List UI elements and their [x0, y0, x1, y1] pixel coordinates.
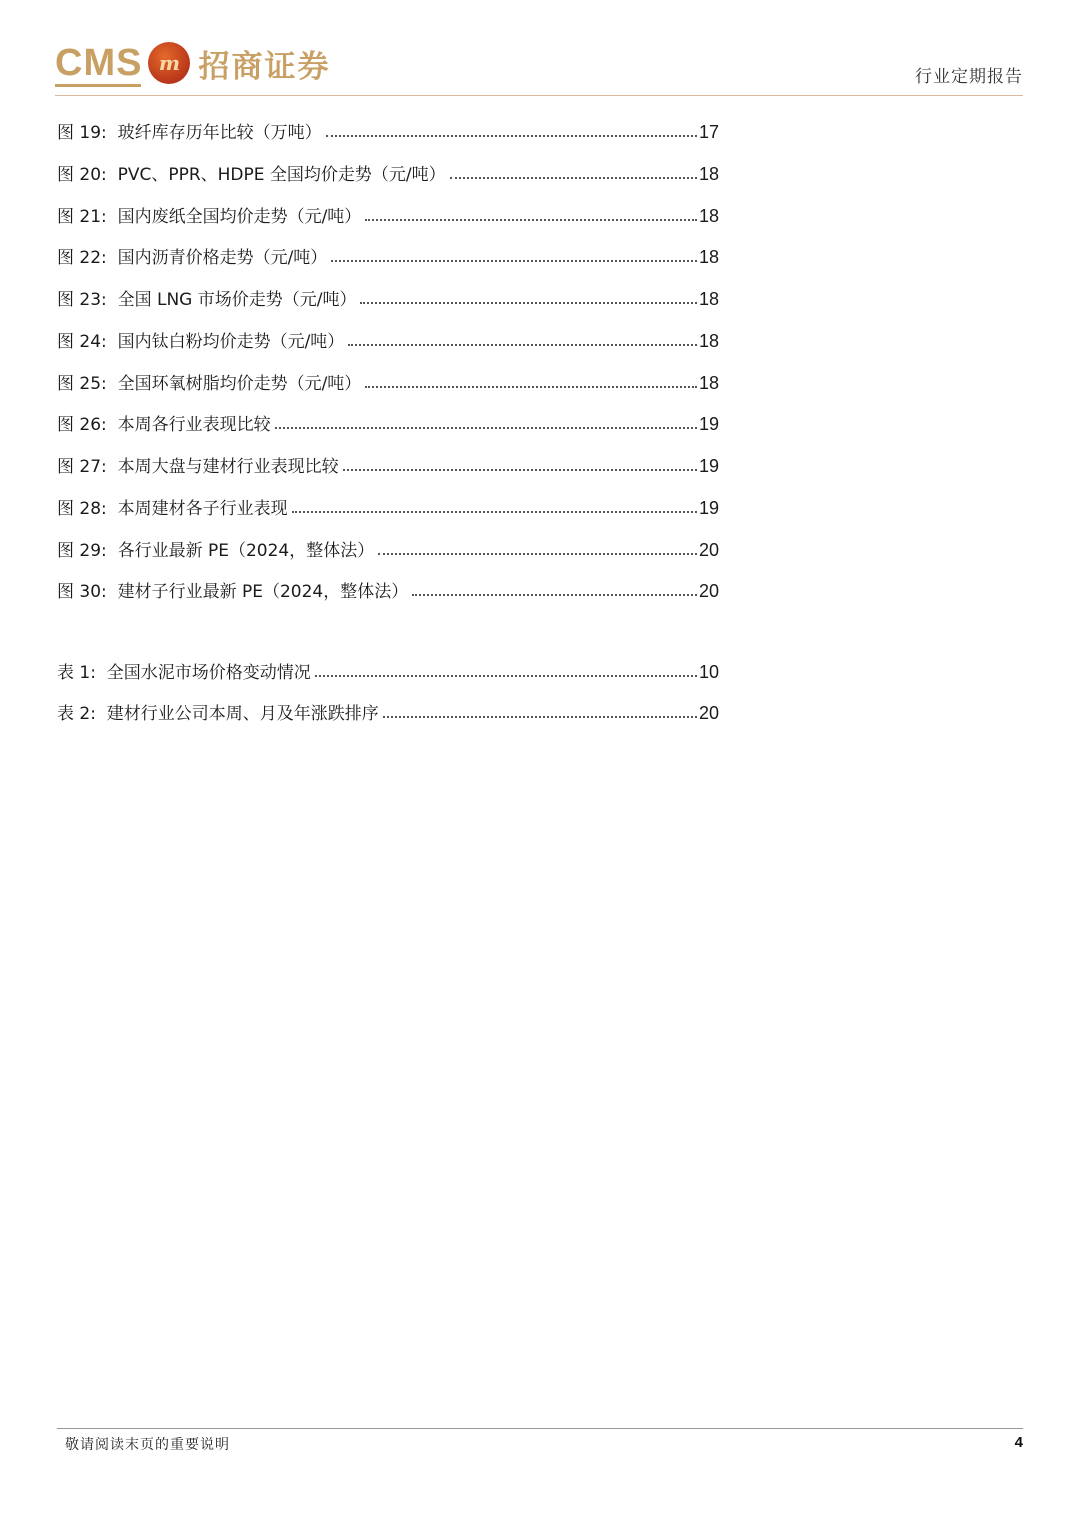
logo-chinese-name: 招商证券: [198, 48, 331, 85]
toc-entry-page: 18: [698, 206, 719, 226]
toc-entry-prefix: 图 28:: [57, 499, 107, 519]
toc-entry-title: 全国水泥市场价格变动情况: [106, 663, 311, 683]
toc-entry-label: [57, 118, 322, 143]
toc-entry-fig-23[interactable]: [57, 280, 719, 310]
toc-entry-prefix: 表 2:: [57, 704, 96, 724]
toc-entry-fig-19[interactable]: [57, 113, 719, 143]
toc-leader-dots: [412, 593, 697, 596]
toc-entry-prefix: 图 29:: [57, 541, 107, 561]
toc-entry-title: 各行业最新 PE（2024，整体法）: [117, 541, 375, 561]
toc-entry-label: [57, 577, 408, 602]
toc-entry-label: [57, 410, 271, 435]
toc-leader-dots: [383, 715, 697, 718]
footer-divider: [57, 1428, 1023, 1429]
toc-leader-dots: [378, 552, 697, 555]
logo-text: CMS: [55, 41, 143, 84]
toc-entry-prefix: 图 30:: [57, 582, 107, 602]
toc-entry-title: 本周大盘与建材行业表现比较: [117, 457, 339, 477]
toc-entry-page: 18: [698, 289, 719, 309]
toc-entry-title: 国内钛白粉均价走势（元/吨）: [117, 332, 345, 352]
logo-underline: [55, 84, 141, 87]
cms-logo: [55, 38, 330, 88]
toc-entry-page: 20: [698, 540, 719, 560]
toc-entry-prefix: 图 25:: [57, 374, 107, 394]
toc-entry-page: 18: [698, 331, 719, 351]
page-header: [55, 38, 1023, 96]
toc-entry-page: 19: [698, 498, 719, 518]
toc-entry-label: [57, 285, 356, 310]
toc-entry-fig-28[interactable]: [57, 489, 719, 519]
toc-entry-label: [57, 699, 379, 724]
toc-entry-title: 全国环氧树脂均价走势（元/吨）: [117, 374, 362, 394]
toc-entry-table-1[interactable]: [57, 653, 719, 683]
toc-entry-prefix: 图 19:: [57, 123, 107, 143]
toc-entry-fig-21[interactable]: [57, 197, 719, 227]
toc-entry-prefix: 图 27:: [57, 457, 107, 477]
toc-entry-label: [57, 494, 288, 519]
toc-entry-prefix: 表 1:: [57, 663, 96, 683]
toc-entry-fig-30[interactable]: [57, 572, 719, 602]
toc-entry-page: 17: [698, 122, 719, 142]
report-type: 行业定期报告: [915, 67, 1023, 87]
toc-leader-dots: [343, 468, 697, 471]
toc-entry-page: 18: [698, 164, 719, 184]
logo-emblem-icon: m: [148, 42, 190, 84]
toc-entry-fig-27[interactable]: [57, 447, 719, 477]
toc-leader-dots: [450, 176, 697, 179]
toc-leader-dots: [365, 385, 697, 388]
toc-entry-title: 玻纤库存历年比较（万吨）: [117, 123, 322, 143]
toc-entry-title: 本周建材各子行业表现: [117, 499, 288, 519]
toc-entry-fig-24[interactable]: [57, 322, 719, 352]
toc-leader-dots: [275, 426, 697, 429]
toc-entry-prefix: 图 26:: [57, 415, 107, 435]
toc-entry-title: 建材子行业最新 PE（2024，整体法）: [117, 582, 409, 602]
toc-leader-dots: [315, 674, 697, 677]
toc-leader-dots: [331, 259, 697, 262]
toc-entry-fig-20[interactable]: [57, 155, 719, 185]
toc-entry-prefix: 图 21:: [57, 207, 107, 227]
toc-leader-dots: [292, 510, 697, 513]
toc-entry-label: [57, 536, 374, 561]
toc-entry-prefix: 图 22:: [57, 248, 107, 268]
toc-entry-title: 本周各行业表现比较: [117, 415, 271, 435]
toc-entry-prefix: 图 23:: [57, 290, 107, 310]
toc-entry-fig-26[interactable]: [57, 405, 719, 435]
toc-entry-fig-22[interactable]: [57, 238, 719, 268]
header-divider: [55, 95, 1023, 96]
toc-entry-title: 国内沥青价格走势（元/吨）: [117, 248, 328, 268]
toc-entry-prefix: 图 24:: [57, 332, 107, 352]
toc-entry-fig-25[interactable]: [57, 364, 719, 394]
toc-entry-fig-29[interactable]: [57, 531, 719, 561]
toc-leader-dots: [360, 301, 696, 304]
toc-entry-prefix: 图 20:: [57, 165, 107, 185]
toc-entry-page: 20: [698, 703, 719, 723]
toc-entry-title: PVC、PPR、HDPE 全国均价走势（元/吨）: [117, 165, 446, 185]
toc-entry-title: 建材行业公司本周、月及年涨跌排序: [106, 704, 379, 724]
toc-leader-dots: [348, 343, 697, 346]
toc-entry-label: [57, 369, 361, 394]
toc-entry-page: 18: [698, 247, 719, 267]
toc-entry-page: 10: [698, 662, 719, 682]
toc-entry-label: [57, 160, 446, 185]
toc-entry-label: [57, 658, 311, 683]
page-number: 4: [1014, 1434, 1023, 1451]
toc-leader-dots: [365, 218, 697, 221]
toc-entry-page: 20: [698, 581, 719, 601]
toc-entry-label: [57, 327, 344, 352]
toc-entry-label: [57, 243, 327, 268]
toc-entry-title: 全国 LNG 市场价走势（元/吨）: [117, 290, 357, 310]
footer-disclaimer-note: 敬请阅读末页的重要说明: [65, 1437, 230, 1453]
toc-entry-title: 国内废纸全国均价走势（元/吨）: [117, 207, 362, 227]
toc-entry-page: 19: [698, 456, 719, 476]
toc-leader-dots: [326, 134, 697, 137]
toc-entry-table-2[interactable]: [57, 694, 719, 724]
toc-entry-page: 18: [698, 373, 719, 393]
toc-entry-label: [57, 452, 339, 477]
toc-entry-page: 19: [698, 414, 719, 434]
toc-entry-label: [57, 202, 361, 227]
